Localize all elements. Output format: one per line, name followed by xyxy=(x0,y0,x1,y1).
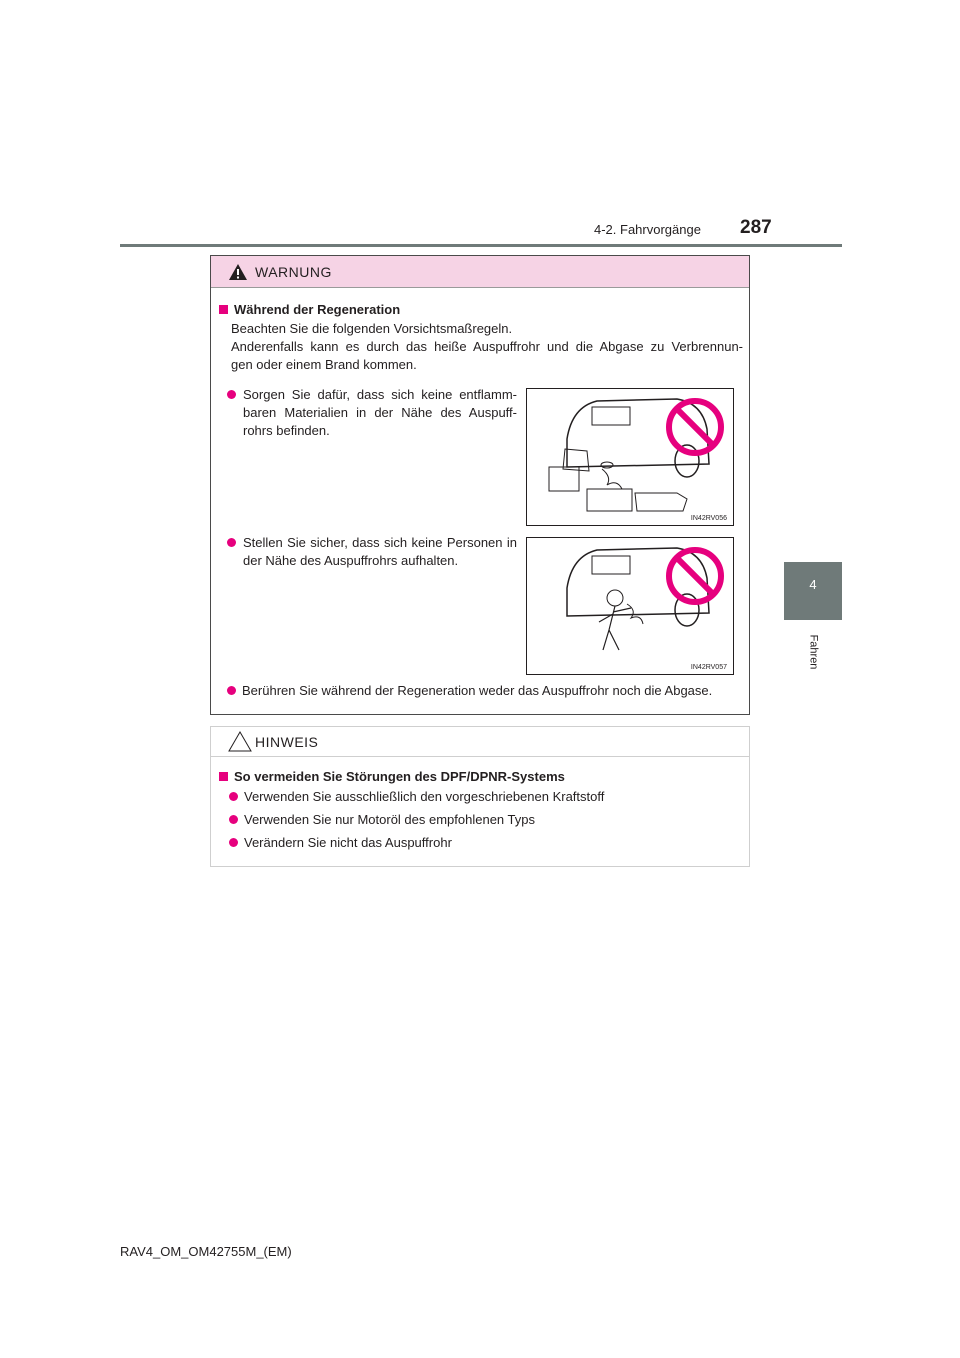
note-item: Verwenden Sie ausschließlich den vorgeschriebenen Kraftstoff xyxy=(229,789,604,804)
note-header xyxy=(211,727,749,757)
note-heading: So vermeiden Sie Störungen des DPF/DPNR-Systems xyxy=(219,769,565,784)
round-bullet-icon xyxy=(229,792,238,801)
illustration-code: IN42RV056 xyxy=(690,515,727,522)
chapter-label: Fahren xyxy=(807,634,820,670)
round-bullet-icon xyxy=(229,815,238,824)
note-item: Verwenden Sie nur Motoröl des empfohlenen Typs xyxy=(229,812,535,827)
page-number: 287 xyxy=(740,217,772,238)
warning-triangle-icon xyxy=(228,263,248,281)
warning-box xyxy=(210,255,750,715)
round-bullet-icon xyxy=(227,686,236,695)
round-bullet-icon xyxy=(227,538,236,547)
footer-code: RAV4_OM_OM42755M_(EM) xyxy=(120,1244,292,1259)
illustration-code: IN42RV057 xyxy=(690,664,727,671)
illustration-persons xyxy=(526,537,734,675)
square-bullet-icon xyxy=(219,772,228,781)
chapter-tab[interactable] xyxy=(784,562,842,620)
warning-heading: Während der Regeneration xyxy=(219,302,400,317)
round-bullet-icon xyxy=(227,390,236,399)
warning-title: WARNUNG xyxy=(255,264,332,280)
car-person-illustration xyxy=(527,538,733,674)
bullet-persons: Stellen Sie sicher, dass sich keine Personen in der Nähe des Auspuffrohrs aufhalten. xyxy=(227,534,517,570)
note-item: Verändern Sie nicht das Auspuffrohr xyxy=(229,835,452,850)
note-box xyxy=(210,726,750,867)
caution-triangle-icon xyxy=(228,731,252,752)
chapter-number: 4 xyxy=(809,577,817,592)
illustration-flammable xyxy=(526,388,734,526)
round-bullet-icon xyxy=(229,838,238,847)
bullet-flammable: Sorgen Sie dafür, dass sich keine entflamm- baren Materialien in der Nähe des Auspuff- rohrs befinden. xyxy=(227,386,517,440)
header-divider xyxy=(120,244,842,247)
note-title: HINWEIS xyxy=(255,734,319,750)
section-title: 4-2. Fahrvorgänge xyxy=(594,222,701,237)
warning-intro: Beachten Sie die folgenden Vorsichtsmaßregeln. Anderenfalls kann es durch das heiße Auspuffrohr und die Abgase zu Verbrennun- gen oder einem Brand kommen. xyxy=(231,321,743,372)
warning-header xyxy=(211,256,749,288)
car-boxes-illustration xyxy=(527,389,733,525)
bullet-touch: Berühren Sie während der Regeneration weder das Auspuffrohr noch die Abgase. xyxy=(227,682,747,700)
square-bullet-icon xyxy=(219,305,228,314)
